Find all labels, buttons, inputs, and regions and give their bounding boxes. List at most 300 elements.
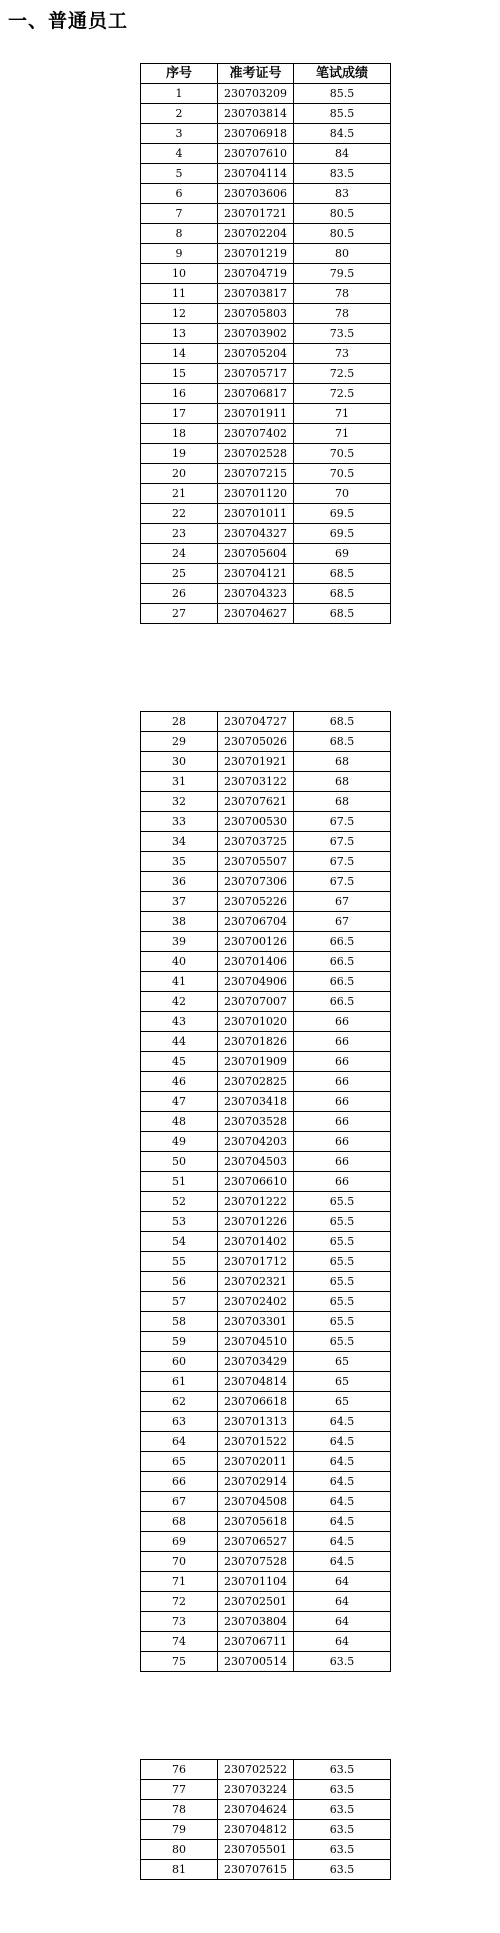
row-seq: 10 [141, 264, 218, 284]
table-row [141, 1532, 391, 1552]
row-written-score: 85.5 [294, 84, 391, 104]
table-row [141, 932, 391, 952]
row-seq: 41 [141, 972, 218, 992]
row-exam-number: 230701222 [218, 1192, 294, 1212]
row-exam-number: 230701909 [218, 1052, 294, 1072]
table-row [141, 712, 391, 732]
row-written-score: 64.5 [294, 1452, 391, 1472]
table-row [141, 1592, 391, 1612]
row-seq: 57 [141, 1292, 218, 1312]
row-exam-number: 230703814 [218, 104, 294, 124]
row-exam-number: 230705604 [218, 544, 294, 564]
table-row [141, 972, 391, 992]
row-written-score: 80.5 [294, 224, 391, 244]
row-exam-number: 230701721 [218, 204, 294, 224]
row-written-score: 65 [294, 1352, 391, 1372]
row-written-score: 66 [294, 1072, 391, 1092]
row-seq: 30 [141, 752, 218, 772]
row-seq: 3 [141, 124, 218, 144]
table-row [141, 1552, 391, 1572]
row-exam-number: 230704503 [218, 1152, 294, 1172]
row-seq: 81 [141, 1860, 218, 1880]
row-exam-number: 230705204 [218, 344, 294, 364]
row-written-score: 63.5 [294, 1820, 391, 1840]
table-row [141, 304, 391, 324]
row-exam-number: 230705717 [218, 364, 294, 384]
row-exam-number: 230704510 [218, 1332, 294, 1352]
row-written-score: 65.5 [294, 1232, 391, 1252]
row-written-score: 63.5 [294, 1860, 391, 1880]
row-written-score: 65.5 [294, 1252, 391, 1272]
row-exam-number: 230705618 [218, 1512, 294, 1532]
row-written-score: 83 [294, 184, 391, 204]
table-row [141, 1412, 391, 1432]
row-seq: 65 [141, 1452, 218, 1472]
row-exam-number: 230704323 [218, 584, 294, 604]
row-seq: 50 [141, 1152, 218, 1172]
table-row [141, 732, 391, 752]
row-written-score: 63.5 [294, 1760, 391, 1780]
row-seq: 59 [141, 1332, 218, 1352]
table-row [141, 1352, 391, 1372]
row-written-score: 64 [294, 1572, 391, 1592]
row-written-score: 64.5 [294, 1492, 391, 1512]
table-row [141, 184, 391, 204]
table-row [141, 1632, 391, 1652]
row-seq: 32 [141, 792, 218, 812]
row-exam-number: 230700514 [218, 1652, 294, 1672]
table-row [141, 384, 391, 404]
row-seq: 1 [141, 84, 218, 104]
row-exam-number: 230706527 [218, 1532, 294, 1552]
table-row [141, 1472, 391, 1492]
row-seq: 5 [141, 164, 218, 184]
row-seq: 20 [141, 464, 218, 484]
table-row [141, 1272, 391, 1292]
row-seq: 43 [141, 1012, 218, 1032]
row-exam-number: 230705026 [218, 732, 294, 752]
row-exam-number: 230702825 [218, 1072, 294, 1092]
row-written-score: 65.5 [294, 1212, 391, 1232]
table-row [141, 344, 391, 364]
row-seq: 75 [141, 1652, 218, 1672]
row-seq: 2 [141, 104, 218, 124]
row-exam-number: 230703224 [218, 1780, 294, 1800]
row-exam-number: 230703301 [218, 1312, 294, 1332]
row-written-score: 71 [294, 424, 391, 444]
row-seq: 61 [141, 1372, 218, 1392]
row-exam-number: 230700530 [218, 812, 294, 832]
table-row [141, 1512, 391, 1532]
row-written-score: 67.5 [294, 832, 391, 852]
row-written-score: 67.5 [294, 872, 391, 892]
row-exam-number: 230701402 [218, 1232, 294, 1252]
row-seq: 45 [141, 1052, 218, 1072]
row-seq: 66 [141, 1472, 218, 1492]
table-row [141, 1452, 391, 1472]
row-exam-number: 230701911 [218, 404, 294, 424]
row-exam-number: 230702528 [218, 444, 294, 464]
row-seq: 6 [141, 184, 218, 204]
row-written-score: 68.5 [294, 584, 391, 604]
row-written-score: 64.5 [294, 1512, 391, 1532]
row-exam-number: 230701104 [218, 1572, 294, 1592]
row-seq: 21 [141, 484, 218, 504]
row-exam-number: 230704508 [218, 1492, 294, 1512]
table-row [141, 284, 391, 304]
row-exam-number: 230701921 [218, 752, 294, 772]
row-exam-number: 230701219 [218, 244, 294, 264]
row-written-score: 65 [294, 1392, 391, 1412]
row-written-score: 67.5 [294, 812, 391, 832]
row-exam-number: 230707306 [218, 872, 294, 892]
row-written-score: 73.5 [294, 324, 391, 344]
row-seq: 72 [141, 1592, 218, 1612]
table-row [141, 504, 391, 524]
row-seq: 48 [141, 1112, 218, 1132]
header-seq: 序号 [141, 64, 218, 84]
row-seq: 14 [141, 344, 218, 364]
row-seq: 42 [141, 992, 218, 1012]
row-seq: 52 [141, 1192, 218, 1212]
table-row [141, 772, 391, 792]
row-seq: 39 [141, 932, 218, 952]
row-seq: 77 [141, 1780, 218, 1800]
table-row [141, 1840, 391, 1860]
table-row [141, 124, 391, 144]
row-written-score: 68.5 [294, 564, 391, 584]
header-exam-number: 准考证号 [218, 64, 294, 84]
row-seq: 78 [141, 1800, 218, 1820]
table-row [141, 1372, 391, 1392]
table-row [141, 144, 391, 164]
row-written-score: 66 [294, 1112, 391, 1132]
row-exam-number: 230703606 [218, 184, 294, 204]
row-exam-number: 230702522 [218, 1760, 294, 1780]
table-row [141, 1760, 391, 1780]
row-exam-number: 230704203 [218, 1132, 294, 1152]
table-row [141, 224, 391, 244]
table-row [141, 1252, 391, 1272]
row-seq: 47 [141, 1092, 218, 1112]
row-exam-number: 230707215 [218, 464, 294, 484]
row-written-score: 64 [294, 1632, 391, 1652]
table-row [141, 1392, 391, 1412]
row-seq: 19 [141, 444, 218, 464]
table-row [141, 792, 391, 812]
row-exam-number: 230703418 [218, 1092, 294, 1112]
table-row [141, 404, 391, 424]
row-written-score: 69 [294, 544, 391, 564]
row-exam-number: 230703725 [218, 832, 294, 852]
table-row [141, 324, 391, 344]
row-exam-number: 230705501 [218, 1840, 294, 1860]
row-exam-number: 230706618 [218, 1392, 294, 1412]
table-row [141, 892, 391, 912]
row-exam-number: 230703429 [218, 1352, 294, 1372]
row-seq: 55 [141, 1252, 218, 1272]
row-seq: 25 [141, 564, 218, 584]
table-row [141, 1112, 391, 1132]
row-seq: 73 [141, 1612, 218, 1632]
row-exam-number: 230704624 [218, 1800, 294, 1820]
row-exam-number: 230702501 [218, 1592, 294, 1612]
table-row [141, 1572, 391, 1592]
table-row [141, 1052, 391, 1072]
row-exam-number: 230701120 [218, 484, 294, 504]
row-written-score: 80.5 [294, 204, 391, 224]
row-written-score: 85.5 [294, 104, 391, 124]
row-seq: 58 [141, 1312, 218, 1332]
row-exam-number: 230706711 [218, 1632, 294, 1652]
table-row [141, 1212, 391, 1232]
row-seq: 22 [141, 504, 218, 524]
table-row [141, 1332, 391, 1352]
row-written-score: 66 [294, 1172, 391, 1192]
table-row [141, 1032, 391, 1052]
table-row [141, 1232, 391, 1252]
row-seq: 17 [141, 404, 218, 424]
row-seq: 74 [141, 1632, 218, 1652]
row-exam-number: 230705507 [218, 852, 294, 872]
row-exam-number: 230703122 [218, 772, 294, 792]
row-exam-number: 230701406 [218, 952, 294, 972]
row-written-score: 66 [294, 1132, 391, 1152]
row-written-score: 68.5 [294, 732, 391, 752]
row-seq: 51 [141, 1172, 218, 1192]
row-exam-number: 230706817 [218, 384, 294, 404]
row-seq: 37 [141, 892, 218, 912]
row-exam-number: 230703817 [218, 284, 294, 304]
row-seq: 54 [141, 1232, 218, 1252]
row-written-score: 66 [294, 1052, 391, 1072]
row-written-score: 70.5 [294, 444, 391, 464]
row-written-score: 68.5 [294, 712, 391, 732]
row-exam-number: 230701313 [218, 1412, 294, 1432]
row-exam-number: 230704814 [218, 1372, 294, 1392]
row-seq: 38 [141, 912, 218, 932]
table-row [141, 1612, 391, 1632]
row-exam-number: 230704627 [218, 604, 294, 624]
row-seq: 68 [141, 1512, 218, 1532]
row-exam-number: 230701020 [218, 1012, 294, 1032]
table-row [141, 852, 391, 872]
table-row [141, 564, 391, 584]
row-seq: 26 [141, 584, 218, 604]
table-row [141, 464, 391, 484]
row-written-score: 69.5 [294, 504, 391, 524]
row-seq: 53 [141, 1212, 218, 1232]
table-row [141, 1860, 391, 1880]
row-written-score: 73 [294, 344, 391, 364]
row-exam-number: 230707402 [218, 424, 294, 444]
row-written-score: 66.5 [294, 952, 391, 972]
row-written-score: 65 [294, 1372, 391, 1392]
table-row [141, 444, 391, 464]
table-row [141, 1192, 391, 1212]
row-written-score: 64.5 [294, 1532, 391, 1552]
table-row [141, 1012, 391, 1032]
row-seq: 64 [141, 1432, 218, 1452]
row-exam-number: 230701712 [218, 1252, 294, 1272]
row-exam-number: 230703804 [218, 1612, 294, 1632]
table-row [141, 204, 391, 224]
row-exam-number: 230704906 [218, 972, 294, 992]
row-seq: 56 [141, 1272, 218, 1292]
table-row [141, 584, 391, 604]
row-exam-number: 230705226 [218, 892, 294, 912]
row-written-score: 65.5 [294, 1272, 391, 1292]
row-exam-number: 230707007 [218, 992, 294, 1012]
row-seq: 80 [141, 1840, 218, 1860]
row-exam-number: 230702011 [218, 1452, 294, 1472]
row-written-score: 64 [294, 1612, 391, 1632]
row-exam-number: 230702914 [218, 1472, 294, 1492]
row-written-score: 72.5 [294, 384, 391, 404]
row-seq: 31 [141, 772, 218, 792]
row-exam-number: 230707621 [218, 792, 294, 812]
table-row [141, 872, 391, 892]
row-written-score: 68 [294, 772, 391, 792]
table-row [141, 1152, 391, 1172]
row-seq: 40 [141, 952, 218, 972]
row-seq: 34 [141, 832, 218, 852]
row-exam-number: 230701226 [218, 1212, 294, 1232]
row-written-score: 83.5 [294, 164, 391, 184]
row-seq: 62 [141, 1392, 218, 1412]
row-exam-number: 230704121 [218, 564, 294, 584]
row-written-score: 80 [294, 244, 391, 264]
table-row [141, 424, 391, 444]
row-seq: 23 [141, 524, 218, 544]
row-seq: 79 [141, 1820, 218, 1840]
row-seq: 63 [141, 1412, 218, 1432]
table-row [141, 1780, 391, 1800]
table-row [141, 84, 391, 104]
row-written-score: 72.5 [294, 364, 391, 384]
row-written-score: 66.5 [294, 972, 391, 992]
row-exam-number: 230704719 [218, 264, 294, 284]
table-row [141, 1312, 391, 1332]
table-row [141, 484, 391, 504]
row-written-score: 64.5 [294, 1472, 391, 1492]
table-header-row [141, 64, 391, 84]
row-exam-number: 230703528 [218, 1112, 294, 1132]
table-row [141, 1492, 391, 1512]
table-row [141, 952, 391, 972]
row-written-score: 63.5 [294, 1840, 391, 1860]
row-written-score: 84.5 [294, 124, 391, 144]
row-seq: 9 [141, 244, 218, 264]
row-seq: 4 [141, 144, 218, 164]
row-seq: 67 [141, 1492, 218, 1512]
row-written-score: 68 [294, 752, 391, 772]
table-row [141, 104, 391, 124]
row-seq: 33 [141, 812, 218, 832]
row-exam-number: 230704327 [218, 524, 294, 544]
row-seq: 46 [141, 1072, 218, 1092]
row-written-score: 68 [294, 792, 391, 812]
row-written-score: 64 [294, 1592, 391, 1612]
table-row [141, 1172, 391, 1192]
row-exam-number: 230706704 [218, 912, 294, 932]
table-row [141, 752, 391, 772]
row-exam-number: 230707615 [218, 1860, 294, 1880]
row-written-score: 70 [294, 484, 391, 504]
row-seq: 69 [141, 1532, 218, 1552]
row-seq: 44 [141, 1032, 218, 1052]
table-row [141, 1800, 391, 1820]
row-seq: 70 [141, 1552, 218, 1572]
row-written-score: 64.5 [294, 1552, 391, 1572]
row-written-score: 66 [294, 1012, 391, 1032]
row-written-score: 69.5 [294, 524, 391, 544]
row-exam-number: 230703902 [218, 324, 294, 344]
table-row [141, 524, 391, 544]
row-exam-number: 230707610 [218, 144, 294, 164]
row-seq: 12 [141, 304, 218, 324]
row-written-score: 64.5 [294, 1432, 391, 1452]
row-seq: 7 [141, 204, 218, 224]
row-seq: 16 [141, 384, 218, 404]
row-exam-number: 230701826 [218, 1032, 294, 1052]
row-written-score: 66 [294, 1032, 391, 1052]
section-title: 一、普通员工 [8, 10, 129, 32]
row-seq: 18 [141, 424, 218, 444]
row-seq: 49 [141, 1132, 218, 1152]
row-exam-number: 230706610 [218, 1172, 294, 1192]
row-seq: 15 [141, 364, 218, 384]
row-written-score: 66.5 [294, 992, 391, 1012]
table-row [141, 1652, 391, 1672]
row-seq: 60 [141, 1352, 218, 1372]
row-exam-number: 230702204 [218, 224, 294, 244]
row-seq: 29 [141, 732, 218, 752]
row-exam-number: 230701011 [218, 504, 294, 524]
header-written-score: 笔试成绩 [294, 64, 391, 84]
row-written-score: 65.5 [294, 1312, 391, 1332]
row-written-score: 63.5 [294, 1652, 391, 1672]
row-written-score: 67.5 [294, 852, 391, 872]
row-written-score: 65.5 [294, 1292, 391, 1312]
table-row [141, 1132, 391, 1152]
score-table-page-1 [140, 63, 391, 624]
row-exam-number: 230704727 [218, 712, 294, 732]
row-seq: 8 [141, 224, 218, 244]
row-exam-number: 230704812 [218, 1820, 294, 1840]
row-seq: 36 [141, 872, 218, 892]
table-row [141, 364, 391, 384]
row-exam-number: 230702321 [218, 1272, 294, 1292]
row-exam-number: 230705803 [218, 304, 294, 324]
row-written-score: 84 [294, 144, 391, 164]
table-row [141, 1292, 391, 1312]
row-written-score: 65.5 [294, 1332, 391, 1352]
table-row [141, 812, 391, 832]
row-written-score: 63.5 [294, 1800, 391, 1820]
table-row [141, 544, 391, 564]
row-written-score: 66 [294, 1092, 391, 1112]
row-written-score: 71 [294, 404, 391, 424]
row-exam-number: 230703209 [218, 84, 294, 104]
row-written-score: 66 [294, 1152, 391, 1172]
row-written-score: 64.5 [294, 1412, 391, 1432]
row-seq: 71 [141, 1572, 218, 1592]
table-row [141, 912, 391, 932]
row-written-score: 70.5 [294, 464, 391, 484]
row-exam-number: 230706918 [218, 124, 294, 144]
row-seq: 76 [141, 1760, 218, 1780]
